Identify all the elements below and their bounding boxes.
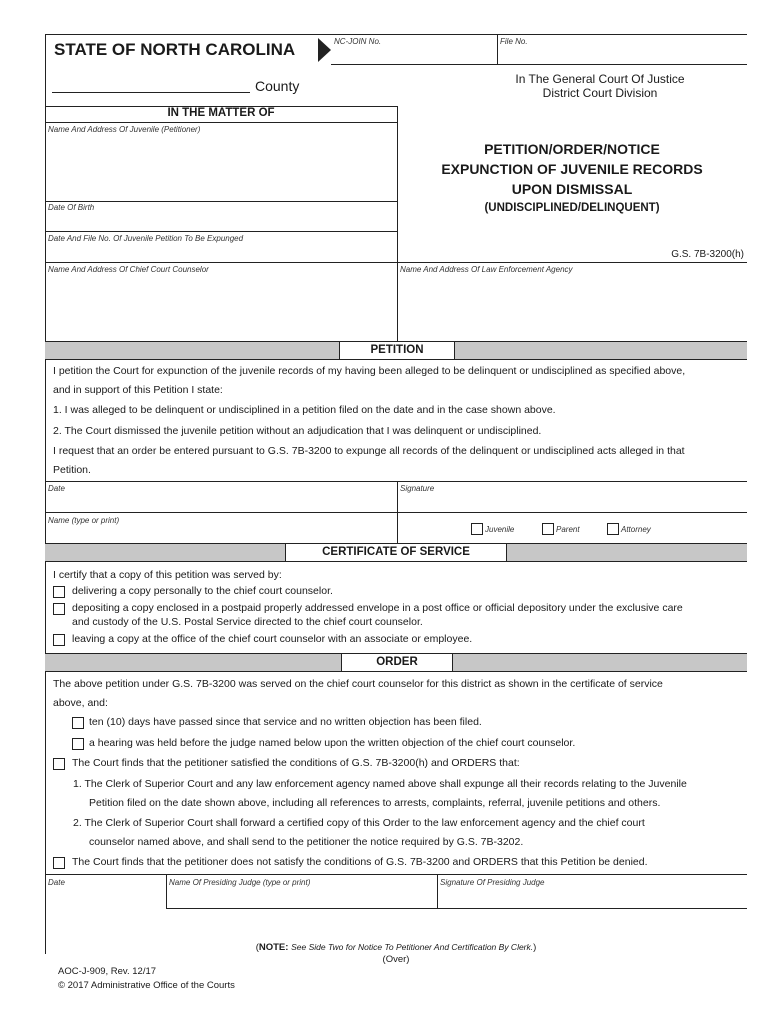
cert-opt3-checkbox[interactable]: [53, 634, 65, 646]
petition-signature-label: Signature: [400, 484, 435, 493]
counselor-field[interactable]: [46, 276, 396, 338]
order-sub1-text: ten (10) days have passed since that service and no written objection has been filed.: [89, 716, 482, 728]
statute-ref: G.S. 7B-3200(h): [671, 249, 744, 260]
order-intro-b: above, and:: [53, 697, 108, 709]
petition-date-label: Date And File No. Of Juvenile Petition To Be Expunged: [48, 234, 244, 243]
petition-p2a: I request that an order be entered pursuant to G.S. 7B-3200 to expunge all records of the delinquent or undisciplined acts alleged in that: [53, 445, 685, 457]
line-petition-date: [45, 231, 397, 232]
petition-date-field[interactable]: [46, 244, 396, 260]
petition-date-sign-label: Date: [48, 484, 65, 493]
judge-name-field[interactable]: [168, 889, 436, 907]
note-text: See Side Two for Notice To Petitioner And Certification By Clerk.: [291, 942, 534, 952]
cert-opt2b-text: and custody of the U.S. Postal Service directed to the chief court counselor.: [72, 616, 423, 628]
county-label: County: [255, 78, 300, 94]
cert-opt2-checkbox[interactable]: [53, 603, 65, 615]
order-sub2-checkbox[interactable]: [72, 738, 84, 750]
juvenile-checkbox[interactable]: [471, 523, 483, 535]
title-line4: (UNDISCIPLINED/DELINQUENT): [484, 202, 660, 214]
order-date-field[interactable]: [46, 889, 165, 907]
cert-opt1-text: delivering a copy personally to the chief court counselor.: [72, 585, 333, 597]
petition-p2b: Petition.: [53, 464, 91, 476]
order-finds-text: The Court finds that the petitioner satisfied the conditions of G.S. 7B-3200(h) and ORDERS that:: [72, 757, 520, 769]
attorney-option-label: Attorney: [621, 525, 651, 534]
line-counselor: [45, 262, 747, 263]
parent-option-label: Parent: [556, 525, 580, 534]
order-judge-divider: [437, 874, 438, 908]
petition-date-sign-field[interactable]: [46, 494, 396, 511]
matter-heading: IN THE MATTER OF: [167, 107, 275, 119]
cert-opt3-text: leaving a copy at the office of the chief court counselor with an associate or employee.: [72, 633, 473, 645]
order-date-divider: [166, 874, 167, 908]
line-petition-date-sig: [45, 481, 747, 482]
note-bold: NOTE:: [258, 942, 289, 953]
juvenile-option-label: Juvenile: [485, 525, 515, 534]
file-no-underline: [331, 64, 747, 65]
state-title: STATE OF NORTH CAROLINA: [54, 40, 296, 59]
petition-p1a: I petition the Court for expunction of the juvenile records of my having been alleged to be delinquent or undisciplined as specified above,: [53, 365, 686, 377]
petition-name-field[interactable]: [46, 526, 396, 542]
order-bar: [45, 653, 747, 672]
copyright: © 2017 Administrative Office of the Courts: [58, 980, 235, 991]
petition-item1: 1. I was alleged to be delinquent or undisciplined in a petition filed on the date and in the case shown above.: [53, 404, 556, 416]
juvenile-field[interactable]: [46, 135, 396, 200]
form-number: AOC-J-909, Rev. 12/17: [58, 966, 157, 977]
court-line1: In The General Court Of Justice: [515, 72, 685, 86]
petition-p1b: and in support of this Petition I state:: [53, 384, 223, 396]
juvenile-label: Name And Address Of Juvenile (Petitioner): [48, 125, 201, 134]
line-petition-name: [45, 512, 747, 513]
parent-checkbox[interactable]: [542, 523, 554, 535]
file-no-divider: [497, 34, 498, 64]
top-border: [45, 34, 747, 35]
dob-field[interactable]: [46, 212, 396, 230]
cert-opt2a-text: depositing a copy enclosed in a postpaid properly addressed envelope in a post office or official depository under the exclusive care: [72, 602, 683, 614]
title-line2: EXPUNCTION OF JUVENILE RECORDS: [441, 161, 703, 177]
petition-signature-field[interactable]: [399, 494, 745, 511]
certificate-intro: I certify that a copy of this petition was served by:: [53, 569, 282, 581]
matter-heading-line: [45, 122, 397, 123]
petition-item2: 2. The Court dismissed the juvenile petition without an adjudication that I was delinquent or undisciplined.: [53, 425, 542, 437]
order-finds-checkbox[interactable]: [53, 758, 65, 770]
arrow-pointer-icon: [318, 38, 332, 62]
judge-name-label: Name Of Presiding Judge (type or print): [169, 878, 311, 887]
title-line3: UPON DISMISSAL: [511, 181, 633, 197]
order-o1a: 1. The Clerk of Superior Court and any law enforcement agency named above shall expunge all their records relating to the Juvenile: [73, 778, 687, 790]
line-order-bottom: [166, 908, 747, 909]
petition-heading: PETITION: [339, 341, 455, 360]
order-sub2-text: a hearing was held before the judge named below upon the written objection of the chief court counselor.: [89, 737, 576, 749]
file-no-label: File No.: [500, 37, 528, 46]
footer-note: (NOTE: See Side Two for Notice To Petitioner And Certification By Clerk.): [255, 942, 537, 953]
line-dob: [45, 201, 397, 202]
judge-signature-label: Signature Of Presiding Judge: [440, 878, 545, 887]
counselor-label: Name And Address Of Chief Court Counselor: [48, 265, 209, 274]
nc-join-label: NC-JOIN No.: [334, 37, 382, 46]
court-line2: District Court Division: [542, 86, 658, 100]
footer-over: (Over): [382, 954, 410, 965]
order-o2b: counselor named above, and shall send to the petitioner the notice required by G.S. 7B-3202.: [89, 836, 524, 848]
dob-label: Date Of Birth: [48, 203, 95, 212]
order-date-label: Date: [48, 878, 65, 887]
cert-opt1-checkbox[interactable]: [53, 586, 65, 598]
county-field[interactable]: [52, 92, 250, 93]
petition-name-label: Name (type or print): [48, 516, 120, 525]
order-sub1-checkbox[interactable]: [72, 717, 84, 729]
judge-signature-field[interactable]: [439, 889, 745, 907]
order-o1b: Petition filed on the date shown above, including all references to arrests, complaints, referral, juvenile petitions and others.: [89, 797, 661, 809]
certificate-heading: CERTIFICATE OF SERVICE: [285, 543, 507, 562]
order-heading: ORDER: [341, 653, 453, 672]
title-line1: PETITION/ORDER/NOTICE: [484, 141, 660, 157]
law-enf-field[interactable]: [399, 276, 745, 338]
law-enf-label: Name And Address Of Law Enforcement Agency: [400, 265, 573, 274]
order-intro-a: The above petition under G.S. 7B-3200 was served on the chief court counselor for this district as shown in the certificate of service: [53, 678, 663, 690]
order-o2a: 2. The Clerk of Superior Court shall forward a certified copy of this Order to the law enforcement agency and the chief court: [73, 817, 645, 829]
petition-bar: [45, 341, 747, 360]
order-denied-checkbox[interactable]: [53, 857, 65, 869]
attorney-checkbox[interactable]: [607, 523, 619, 535]
line-order-sign: [45, 874, 747, 875]
certificate-bar: [45, 543, 747, 562]
order-denied-text: The Court finds that the petitioner does not satisfy the conditions of G.S. 7B-3200 and ORDERS that this Petition be denied.: [72, 856, 648, 868]
